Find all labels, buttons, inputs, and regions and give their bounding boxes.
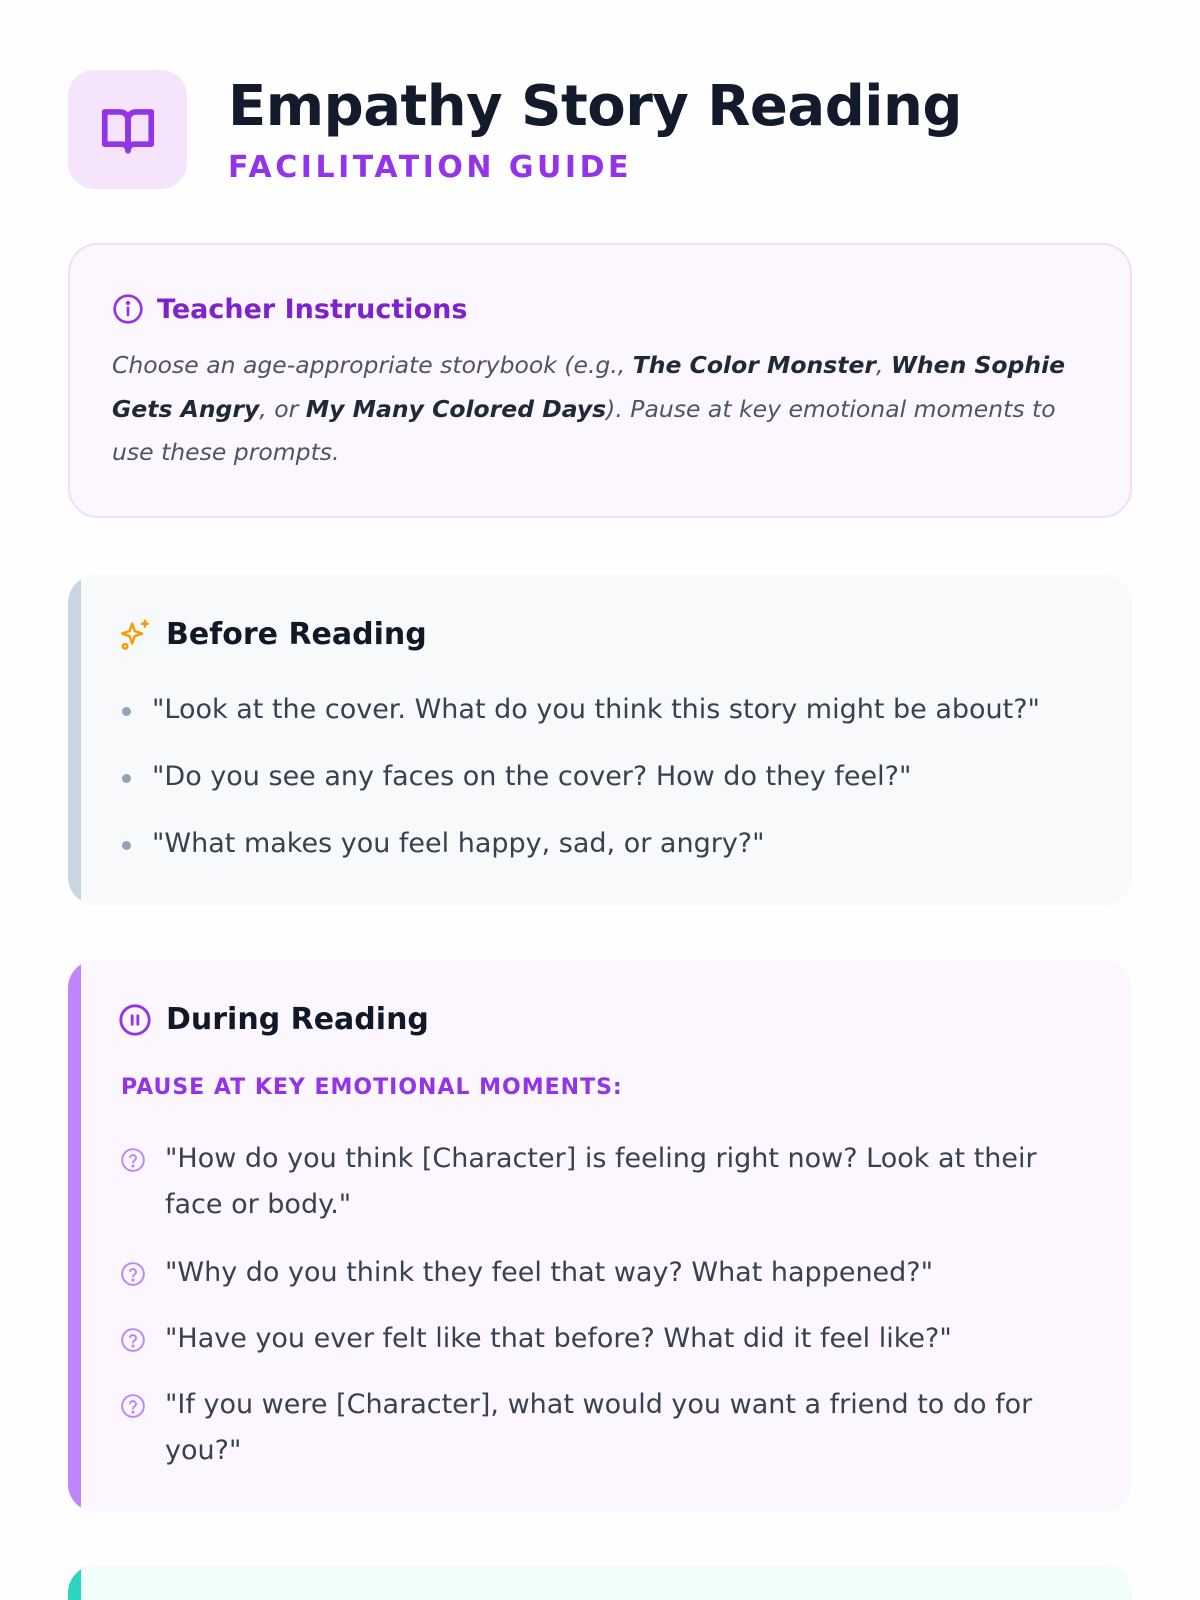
open-book-icon bbox=[97, 99, 159, 161]
section-label: PAUSE AT KEY EMOTIONAL MOMENTS: bbox=[121, 1075, 623, 1100]
list-item-text: "What makes you feel happy, sad, or angry?" bbox=[152, 828, 765, 859]
question-circle-icon bbox=[120, 1261, 146, 1287]
section-accent-bar bbox=[68, 960, 81, 1512]
info-circle-icon bbox=[112, 293, 144, 325]
book-title: When Sophie Gets Angry bbox=[112, 351, 1066, 423]
bullet-dot bbox=[122, 774, 131, 783]
question-circle-icon bbox=[120, 1147, 146, 1173]
question-circle-icon bbox=[120, 1393, 146, 1419]
list-item-text: "Have you ever felt like that before? What did it feel like?" bbox=[165, 1323, 952, 1354]
list-item-text: "Do you see any faces on the cover? How do they feel?" bbox=[152, 761, 912, 792]
list-item-text: "Look at the cover. What do you think this story might be about?" bbox=[152, 694, 1040, 725]
instructions-text-part: ). Pause at key emotional moments to use these prompts. bbox=[112, 394, 1056, 466]
list-item-text: "Why do you think they feel that way? What happened?" bbox=[165, 1257, 934, 1288]
section-heading-text: Before Reading bbox=[166, 617, 427, 652]
page-title: Empathy Story Reading bbox=[228, 74, 962, 139]
list-item-text: "How do you think [Character] is feeling right now? Look at their face or body." bbox=[165, 1143, 1037, 1220]
page-subtitle: FACILITATION GUIDE bbox=[228, 150, 632, 185]
during-reading-section bbox=[68, 960, 1132, 1512]
before-reading-section bbox=[68, 575, 1132, 905]
section-heading bbox=[118, 617, 427, 652]
teacher-instructions-card bbox=[68, 243, 1132, 518]
instructions-heading bbox=[112, 293, 467, 325]
question-circle-icon bbox=[120, 1327, 146, 1353]
section-heading-text: During Reading bbox=[166, 1002, 429, 1037]
after-reading-section bbox=[68, 1565, 1132, 1600]
logo-badge bbox=[68, 70, 187, 189]
page-header bbox=[68, 70, 1132, 190]
instructions-text-part: Choose an age-appropriate storybook (e.g., bbox=[112, 351, 633, 379]
section-heading bbox=[118, 1002, 429, 1037]
list-item-text: "If you were [Character], what would you want a friend to do for you?" bbox=[165, 1389, 1033, 1466]
book-title: The Color Monster bbox=[632, 351, 877, 379]
pause-circle-icon bbox=[118, 1003, 152, 1037]
instructions-text-part: , bbox=[876, 351, 891, 379]
section-accent-bar bbox=[68, 1565, 81, 1600]
instructions-text-part: , or bbox=[259, 394, 306, 423]
book-title: My Many Colored Days bbox=[305, 394, 607, 423]
bullet-dot bbox=[122, 707, 131, 716]
instructions-heading-text: Teacher Instructions bbox=[157, 293, 468, 325]
sparkles-icon bbox=[118, 618, 152, 652]
bullet-dot bbox=[122, 841, 131, 850]
instructions-text bbox=[112, 344, 1092, 475]
section-accent-bar bbox=[68, 575, 81, 905]
